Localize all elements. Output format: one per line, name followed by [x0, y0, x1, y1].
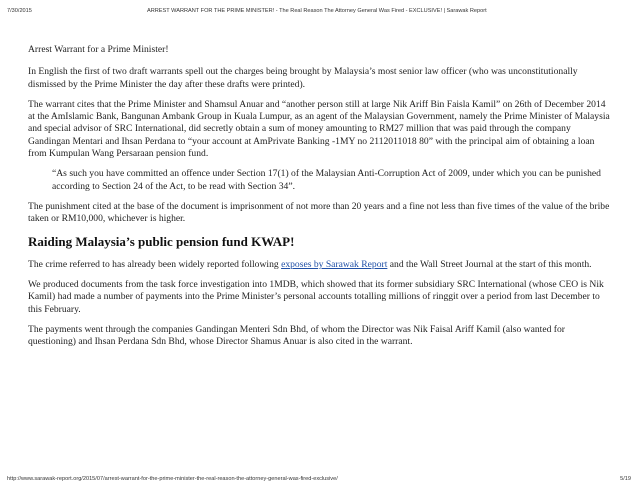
paragraph-text: and the Wall Street Journal at the start of this month. [387, 258, 592, 270]
article-paragraph: In English the first of two draft warrants spell out the charges being brought by Malaysia’s most senior law officer (who was unconstitutionally dismissed by the Prime Minister the day after these drafts were printed). [28, 66, 578, 90]
article-paragraph: The punishment cited at the base of the document is imprisonment of not more than 20 years and a fine not less than five times of the value of the bribe taken or RM10,000, whichever is higher. [28, 200, 610, 225]
warrant-quote: “As such you have committed an offence under Section 17(1) of the Malaysian Anti-Corruption Act of 2009, under which you can be punished according to Section 24 of the Act, to be read with Section 34”. [52, 168, 601, 192]
sarawak-report-link[interactable]: exposes by Sarawak Report [281, 258, 388, 270]
page-number: 5/19 [620, 476, 631, 482]
print-date: 7/30/2015 [7, 8, 32, 14]
paragraph-text: The crime referred to has already been widely reported following [28, 258, 282, 270]
print-page-title: ARREST WARRANT FOR THE PRIME MINISTER! - The Real Reason The Attorney General Was Fired - EXCLUSIVE! | Sarawak Report [147, 8, 487, 14]
print-footer [7, 476, 631, 482]
print-url: http://www.sarawak-report.org/2015/07/arrest-warrant-for-the-prime-minister-the-real-reason-the-attorney-general-was-fired-exclusive/ [7, 476, 338, 482]
article-paragraph [28, 259, 612, 271]
article-paragraph: The warrant cites that the Prime Minister and Shamsul Anuar and “another person still at large Nik Ariff Bin Faisla Kamil” on 26th of December 2014 at the AmIslamic Bank, Bangunan Ambank Group in Kuala Lumpur, as an agent of the Malaysian Government, namely the Prime Minister of Malaysia and special advisor of SRC International, did secretly obtain a sum of money amounting to RM27 million that was paid through the company Gandingan Mentari and Ihsan Perdana to “your account at AmPrivate Banking -1MY no 2112011018 80” with the principal aim of obtaining a loan from Kumpulan Wang Persaraan pension fund. [28, 98, 610, 160]
article-body [28, 44, 612, 357]
print-header [7, 8, 631, 14]
article-paragraph: We produced documents from the task force investigation into 1MDB, which showed that its former subsidiary SRC International (whose CEO is Nik Kamil) had made a number of payments into the Prime Minister’s personal accounts totalling millions of ringgit over a period from last December to this February. [28, 279, 604, 315]
section-heading: Raiding Malaysia’s public pension fund KWAP! [28, 233, 295, 249]
article-paragraph: The payments went through the companies Gandingan Menteri Sdn Bhd, of whom the Director was Nik Faisal Ariff Kamil (also wanted for questioning) and Ihsan Perdana Sdn Bhd, whose Director Shamus Anuar is also cited in the warrant. [28, 324, 565, 348]
article-intro: Arrest Warrant for a Prime Minister! [28, 44, 169, 55]
